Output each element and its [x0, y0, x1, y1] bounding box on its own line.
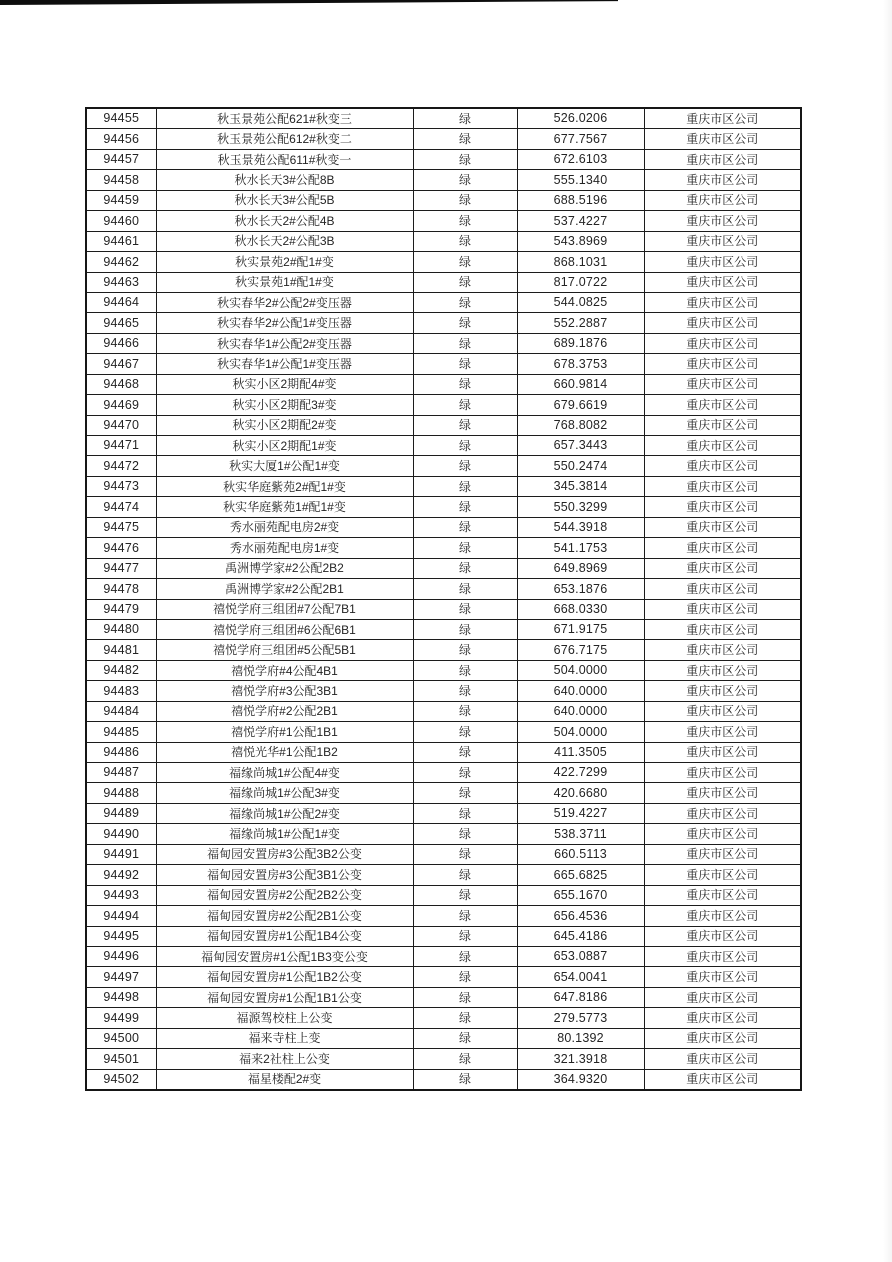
cell-transformer-name: 福甸园安置房#1公配1B4公变	[156, 926, 413, 946]
cell-load-value: 656.4536	[517, 906, 644, 926]
cell-serial-number: 94484	[86, 701, 156, 721]
table-row	[86, 190, 801, 210]
table-row	[86, 558, 801, 578]
cell-load-value: 526.0206	[517, 108, 644, 129]
cell-status-green: 绿	[413, 313, 517, 333]
cell-company: 重庆市区公司	[644, 211, 801, 231]
cell-status-green: 绿	[413, 763, 517, 783]
table-row	[86, 149, 801, 169]
cell-company: 重庆市区公司	[644, 190, 801, 210]
cell-load-value: 654.0041	[517, 967, 644, 987]
cell-status-green: 绿	[413, 906, 517, 926]
cell-status-green: 绿	[413, 1028, 517, 1048]
cell-company: 重庆市区公司	[644, 1028, 801, 1048]
cell-status-green: 绿	[413, 558, 517, 578]
cell-serial-number: 94469	[86, 395, 156, 415]
cell-company: 重庆市区公司	[644, 885, 801, 905]
cell-transformer-name: 福缘尚城1#公配2#变	[156, 803, 413, 823]
table-row	[86, 865, 801, 885]
cell-transformer-name: 秋水长天2#公配3B	[156, 231, 413, 251]
cell-status-green: 绿	[413, 824, 517, 844]
cell-status-green: 绿	[413, 722, 517, 742]
cell-transformer-name: 秋玉景苑公配611#秋变一	[156, 149, 413, 169]
cell-status-green: 绿	[413, 149, 517, 169]
cell-transformer-name: 福甸园安置房#1公配1B1公变	[156, 987, 413, 1007]
cell-load-value: 672.6103	[517, 149, 644, 169]
cell-status-green: 绿	[413, 129, 517, 149]
cell-transformer-name: 禧悦光华#1公配1B2	[156, 742, 413, 762]
cell-transformer-name: 福缘尚城1#公配3#变	[156, 783, 413, 803]
cell-status-green: 绿	[413, 456, 517, 476]
cell-transformer-name: 禧悦学府#4公配4B1	[156, 660, 413, 680]
table-row	[86, 1049, 801, 1069]
table-row	[86, 497, 801, 517]
cell-load-value: 649.8969	[517, 558, 644, 578]
cell-company: 重庆市区公司	[644, 783, 801, 803]
cell-company: 重庆市区公司	[644, 1008, 801, 1028]
cell-company: 重庆市区公司	[644, 681, 801, 701]
cell-company: 重庆市区公司	[644, 640, 801, 660]
cell-status-green: 绿	[413, 476, 517, 496]
cell-load-value: 504.0000	[517, 722, 644, 742]
cell-status-green: 绿	[413, 333, 517, 353]
cell-serial-number: 94457	[86, 149, 156, 169]
cell-transformer-name: 秋实小区2期配3#变	[156, 395, 413, 415]
cell-serial-number: 94478	[86, 579, 156, 599]
table-row	[86, 292, 801, 312]
cell-transformer-name: 秋实华庭紫苑1#配1#变	[156, 497, 413, 517]
cell-company: 重庆市区公司	[644, 1069, 801, 1090]
cell-serial-number: 94470	[86, 415, 156, 435]
cell-load-value: 420.6680	[517, 783, 644, 803]
cell-status-green: 绿	[413, 231, 517, 251]
page-right-edge-shade	[883, 0, 892, 1262]
cell-transformer-name: 秋玉景苑公配621#秋变三	[156, 108, 413, 129]
cell-company: 重庆市区公司	[644, 395, 801, 415]
cell-company: 重庆市区公司	[644, 946, 801, 966]
cell-load-value: 538.3711	[517, 824, 644, 844]
cell-company: 重庆市区公司	[644, 579, 801, 599]
cell-serial-number: 94467	[86, 354, 156, 374]
cell-serial-number: 94492	[86, 865, 156, 885]
table-row	[86, 967, 801, 987]
table-row	[86, 946, 801, 966]
cell-load-value: 660.9814	[517, 374, 644, 394]
table-row	[86, 926, 801, 946]
cell-status-green: 绿	[413, 108, 517, 129]
cell-load-value: 504.0000	[517, 660, 644, 680]
cell-load-value: 653.0887	[517, 946, 644, 966]
cell-status-green: 绿	[413, 517, 517, 537]
cell-transformer-name: 禧悦学府三组团#5公配5B1	[156, 640, 413, 660]
cell-status-green: 绿	[413, 190, 517, 210]
cell-transformer-name: 秋实春华1#公配2#变压器	[156, 333, 413, 353]
page-edge-artifact	[0, 0, 618, 5]
cell-transformer-name: 福甸园安置房#1公配1B2公变	[156, 967, 413, 987]
cell-transformer-name: 福甸园安置房#2公配2B1公变	[156, 906, 413, 926]
cell-company: 重庆市区公司	[644, 129, 801, 149]
cell-serial-number: 94496	[86, 946, 156, 966]
cell-status-green: 绿	[413, 660, 517, 680]
table-row	[86, 517, 801, 537]
cell-transformer-name: 秋实小区2期配1#变	[156, 436, 413, 456]
cell-company: 重庆市区公司	[644, 292, 801, 312]
cell-serial-number: 94491	[86, 844, 156, 864]
cell-company: 重庆市区公司	[644, 824, 801, 844]
cell-transformer-name: 福缘尚城1#公配1#变	[156, 824, 413, 844]
cell-company: 重庆市区公司	[644, 763, 801, 783]
cell-serial-number: 94495	[86, 926, 156, 946]
cell-serial-number: 94497	[86, 967, 156, 987]
cell-load-value: 676.7175	[517, 640, 644, 660]
table-row	[86, 374, 801, 394]
cell-serial-number: 94481	[86, 640, 156, 660]
cell-transformer-name: 禹洲博学家#2公配2B1	[156, 579, 413, 599]
cell-status-green: 绿	[413, 640, 517, 660]
cell-status-green: 绿	[413, 926, 517, 946]
cell-load-value: 279.5773	[517, 1008, 644, 1028]
cell-transformer-name: 秋玉景苑公配612#秋变二	[156, 129, 413, 149]
cell-load-value: 345.3814	[517, 476, 644, 496]
cell-status-green: 绿	[413, 395, 517, 415]
cell-status-green: 绿	[413, 987, 517, 1007]
table-row	[86, 354, 801, 374]
cell-company: 重庆市区公司	[644, 803, 801, 823]
cell-company: 重庆市区公司	[644, 865, 801, 885]
cell-status-green: 绿	[413, 619, 517, 639]
cell-company: 重庆市区公司	[644, 497, 801, 517]
cell-load-value: 665.6825	[517, 865, 644, 885]
cell-company: 重庆市区公司	[644, 660, 801, 680]
cell-company: 重庆市区公司	[644, 844, 801, 864]
cell-serial-number: 94475	[86, 517, 156, 537]
table-row	[86, 987, 801, 1007]
cell-company: 重庆市区公司	[644, 619, 801, 639]
cell-serial-number: 94464	[86, 292, 156, 312]
table-row	[86, 170, 801, 190]
table-row	[86, 579, 801, 599]
cell-serial-number: 94471	[86, 436, 156, 456]
cell-transformer-name: 禧悦学府三组团#7公配7B1	[156, 599, 413, 619]
cell-transformer-name: 秋实景苑1#配1#变	[156, 272, 413, 292]
cell-load-value: 868.1031	[517, 252, 644, 272]
cell-status-green: 绿	[413, 599, 517, 619]
cell-serial-number: 94498	[86, 987, 156, 1007]
table-row	[86, 436, 801, 456]
cell-company: 重庆市区公司	[644, 333, 801, 353]
cell-company: 重庆市区公司	[644, 149, 801, 169]
cell-load-value: 679.6619	[517, 395, 644, 415]
cell-transformer-name: 福来2社柱上公变	[156, 1049, 413, 1069]
table-row	[86, 599, 801, 619]
table-row	[86, 252, 801, 272]
table-row	[86, 763, 801, 783]
cell-serial-number: 94483	[86, 681, 156, 701]
cell-serial-number: 94474	[86, 497, 156, 517]
cell-load-value: 640.0000	[517, 701, 644, 721]
cell-load-value: 541.1753	[517, 538, 644, 558]
cell-load-value: 537.4227	[517, 211, 644, 231]
cell-status-green: 绿	[413, 211, 517, 231]
cell-transformer-name: 福甸园安置房#1公配1B3变公变	[156, 946, 413, 966]
cell-company: 重庆市区公司	[644, 906, 801, 926]
cell-load-value: 364.9320	[517, 1069, 644, 1090]
cell-transformer-name: 秋实春华2#公配1#变压器	[156, 313, 413, 333]
cell-status-green: 绿	[413, 865, 517, 885]
cell-company: 重庆市区公司	[644, 108, 801, 129]
cell-serial-number: 94493	[86, 885, 156, 905]
cell-transformer-name: 福甸园安置房#3公配3B1公变	[156, 865, 413, 885]
table-row	[86, 906, 801, 926]
table-row	[86, 742, 801, 762]
cell-load-value: 550.3299	[517, 497, 644, 517]
cell-status-green: 绿	[413, 783, 517, 803]
cell-transformer-name: 福甸园安置房#3公配3B2公变	[156, 844, 413, 864]
cell-transformer-name: 福源驾校柱上公变	[156, 1008, 413, 1028]
cell-transformer-name: 禹洲博学家#2公配2B2	[156, 558, 413, 578]
cell-status-green: 绿	[413, 415, 517, 435]
cell-status-green: 绿	[413, 681, 517, 701]
cell-company: 重庆市区公司	[644, 252, 801, 272]
cell-status-green: 绿	[413, 374, 517, 394]
cell-load-value: 543.8969	[517, 231, 644, 251]
cell-load-value: 80.1392	[517, 1028, 644, 1048]
cell-load-value: 671.9175	[517, 619, 644, 639]
table-row	[86, 211, 801, 231]
table-row	[86, 231, 801, 251]
cell-serial-number: 94501	[86, 1049, 156, 1069]
table-row	[86, 313, 801, 333]
cell-transformer-name: 秋实景苑2#配1#变	[156, 252, 413, 272]
table-row	[86, 803, 801, 823]
cell-serial-number: 94456	[86, 129, 156, 149]
cell-load-value: 321.3918	[517, 1049, 644, 1069]
cell-serial-number: 94460	[86, 211, 156, 231]
cell-load-value: 688.5196	[517, 190, 644, 210]
cell-load-value: 555.1340	[517, 170, 644, 190]
cell-company: 重庆市区公司	[644, 967, 801, 987]
cell-load-value: 653.1876	[517, 579, 644, 599]
cell-status-green: 绿	[413, 354, 517, 374]
table-row	[86, 1008, 801, 1028]
cell-serial-number: 94476	[86, 538, 156, 558]
cell-transformer-name: 秋水长天2#公配4B	[156, 211, 413, 231]
cell-company: 重庆市区公司	[644, 456, 801, 476]
cell-load-value: 519.4227	[517, 803, 644, 823]
cell-company: 重庆市区公司	[644, 599, 801, 619]
cell-transformer-name: 福星楼配2#变	[156, 1069, 413, 1090]
cell-transformer-name: 禧悦学府三组团#6公配6B1	[156, 619, 413, 639]
cell-status-green: 绿	[413, 538, 517, 558]
cell-load-value: 544.0825	[517, 292, 644, 312]
cell-status-green: 绿	[413, 292, 517, 312]
cell-serial-number: 94482	[86, 660, 156, 680]
cell-serial-number: 94466	[86, 333, 156, 353]
table-row	[86, 824, 801, 844]
cell-company: 重庆市区公司	[644, 436, 801, 456]
table-row	[86, 844, 801, 864]
cell-status-green: 绿	[413, 844, 517, 864]
cell-load-value: 422.7299	[517, 763, 644, 783]
cell-status-green: 绿	[413, 252, 517, 272]
table-row	[86, 640, 801, 660]
cell-serial-number: 94472	[86, 456, 156, 476]
cell-transformer-name: 秀水丽苑配电房1#变	[156, 538, 413, 558]
cell-company: 重庆市区公司	[644, 538, 801, 558]
cell-serial-number: 94465	[86, 313, 156, 333]
cell-transformer-name: 秀水丽苑配电房2#变	[156, 517, 413, 537]
cell-serial-number: 94459	[86, 190, 156, 210]
cell-transformer-name: 秋实华庭紫苑2#配1#变	[156, 476, 413, 496]
cell-load-value: 689.1876	[517, 333, 644, 353]
cell-load-value: 552.2887	[517, 313, 644, 333]
cell-load-value: 678.3753	[517, 354, 644, 374]
table-row	[86, 129, 801, 149]
table-row	[86, 272, 801, 292]
cell-load-value: 655.1670	[517, 885, 644, 905]
cell-serial-number: 94486	[86, 742, 156, 762]
table-row	[86, 476, 801, 496]
cell-serial-number: 94499	[86, 1008, 156, 1028]
cell-serial-number: 94462	[86, 252, 156, 272]
cell-status-green: 绿	[413, 1069, 517, 1090]
cell-transformer-name: 禧悦学府#1公配1B1	[156, 722, 413, 742]
table-row	[86, 456, 801, 476]
cell-serial-number: 94463	[86, 272, 156, 292]
cell-company: 重庆市区公司	[644, 742, 801, 762]
cell-company: 重庆市区公司	[644, 476, 801, 496]
cell-status-green: 绿	[413, 885, 517, 905]
cell-company: 重庆市区公司	[644, 701, 801, 721]
cell-status-green: 绿	[413, 701, 517, 721]
table-row	[86, 415, 801, 435]
cell-serial-number: 94490	[86, 824, 156, 844]
cell-status-green: 绿	[413, 579, 517, 599]
cell-load-value: 768.8082	[517, 415, 644, 435]
table-row	[86, 885, 801, 905]
cell-serial-number: 94458	[86, 170, 156, 190]
cell-load-value: 640.0000	[517, 681, 644, 701]
cell-load-value: 645.4186	[517, 926, 644, 946]
cell-company: 重庆市区公司	[644, 987, 801, 1007]
cell-transformer-name: 福来寺柱上变	[156, 1028, 413, 1048]
cell-company: 重庆市区公司	[644, 354, 801, 374]
table-row	[86, 783, 801, 803]
cell-serial-number: 94479	[86, 599, 156, 619]
cell-serial-number: 94473	[86, 476, 156, 496]
cell-company: 重庆市区公司	[644, 517, 801, 537]
table-row	[86, 681, 801, 701]
cell-transformer-name: 福缘尚城1#公配4#变	[156, 763, 413, 783]
transformer-table	[85, 107, 802, 1091]
cell-transformer-name: 秋实小区2期配2#变	[156, 415, 413, 435]
cell-transformer-name: 秋实小区2期配4#变	[156, 374, 413, 394]
cell-load-value: 544.3918	[517, 517, 644, 537]
cell-status-green: 绿	[413, 1008, 517, 1028]
cell-load-value: 668.0330	[517, 599, 644, 619]
cell-transformer-name: 秋水长天3#公配8B	[156, 170, 413, 190]
cell-serial-number: 94500	[86, 1028, 156, 1048]
cell-transformer-name: 禧悦学府#3公配3B1	[156, 681, 413, 701]
cell-status-green: 绿	[413, 497, 517, 517]
cell-load-value: 550.2474	[517, 456, 644, 476]
cell-load-value: 657.3443	[517, 436, 644, 456]
cell-load-value: 677.7567	[517, 129, 644, 149]
cell-serial-number: 94455	[86, 108, 156, 129]
table-row	[86, 619, 801, 639]
table-row	[86, 1069, 801, 1090]
cell-serial-number: 94494	[86, 906, 156, 926]
cell-company: 重庆市区公司	[644, 374, 801, 394]
table-row	[86, 333, 801, 353]
table-row	[86, 722, 801, 742]
cell-company: 重庆市区公司	[644, 1049, 801, 1069]
cell-company: 重庆市区公司	[644, 926, 801, 946]
cell-load-value: 647.8186	[517, 987, 644, 1007]
cell-company: 重庆市区公司	[644, 272, 801, 292]
cell-load-value: 411.3505	[517, 742, 644, 762]
cell-status-green: 绿	[413, 436, 517, 456]
cell-serial-number: 94468	[86, 374, 156, 394]
cell-transformer-name: 福甸园安置房#2公配2B2公变	[156, 885, 413, 905]
cell-serial-number: 94488	[86, 783, 156, 803]
cell-serial-number: 94480	[86, 619, 156, 639]
cell-company: 重庆市区公司	[644, 722, 801, 742]
cell-company: 重庆市区公司	[644, 313, 801, 333]
cell-status-green: 绿	[413, 1049, 517, 1069]
cell-serial-number: 94461	[86, 231, 156, 251]
cell-serial-number: 94477	[86, 558, 156, 578]
cell-serial-number: 94489	[86, 803, 156, 823]
table-row	[86, 538, 801, 558]
table-row	[86, 660, 801, 680]
cell-status-green: 绿	[413, 742, 517, 762]
cell-status-green: 绿	[413, 272, 517, 292]
cell-transformer-name: 禧悦学府#2公配2B1	[156, 701, 413, 721]
cell-status-green: 绿	[413, 967, 517, 987]
cell-transformer-name: 秋实春华2#公配2#变压器	[156, 292, 413, 312]
transformer-table-body	[86, 108, 801, 1090]
cell-serial-number: 94485	[86, 722, 156, 742]
table-row	[86, 1028, 801, 1048]
cell-serial-number: 94487	[86, 763, 156, 783]
cell-load-value: 817.0722	[517, 272, 644, 292]
cell-load-value: 660.5113	[517, 844, 644, 864]
cell-company: 重庆市区公司	[644, 415, 801, 435]
cell-transformer-name: 秋实春华1#公配1#变压器	[156, 354, 413, 374]
cell-company: 重庆市区公司	[644, 558, 801, 578]
table-row	[86, 395, 801, 415]
cell-status-green: 绿	[413, 170, 517, 190]
cell-serial-number: 94502	[86, 1069, 156, 1090]
cell-status-green: 绿	[413, 946, 517, 966]
cell-transformer-name: 秋实大厦1#公配1#变	[156, 456, 413, 476]
table-row	[86, 701, 801, 721]
cell-company: 重庆市区公司	[644, 170, 801, 190]
table-row	[86, 108, 801, 129]
cell-status-green: 绿	[413, 803, 517, 823]
cell-transformer-name: 秋水长天3#公配5B	[156, 190, 413, 210]
cell-company: 重庆市区公司	[644, 231, 801, 251]
